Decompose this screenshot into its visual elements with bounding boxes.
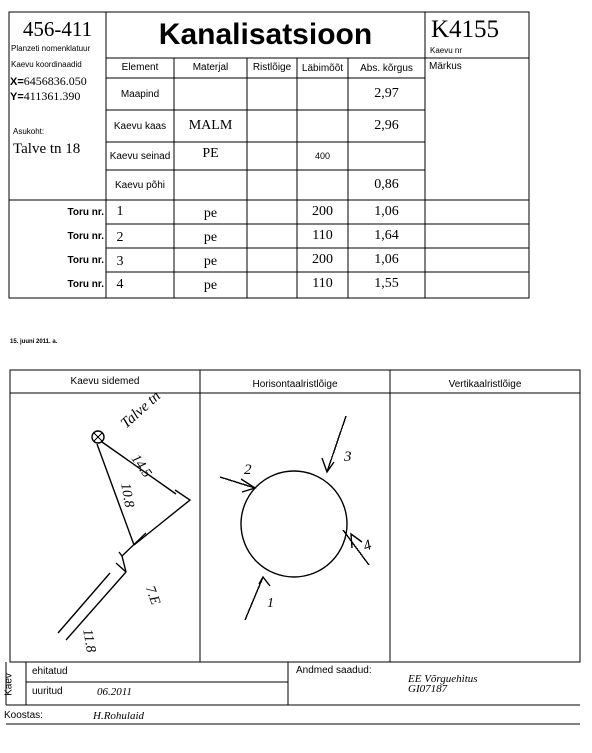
pipe-arrow-label: 4 (361, 537, 374, 555)
sketch-dimension: 7.E (141, 584, 163, 608)
col-header-height: Abs. kõrgus (360, 62, 413, 74)
pipe-diameter: 110 (312, 228, 333, 243)
sketch-dimension: 10.8 (117, 482, 137, 509)
row-material: MALM (188, 118, 233, 133)
row-height: 2,96 (374, 118, 399, 133)
well-no-label: Kaevu nr (430, 46, 463, 55)
author-label: Koostas: (4, 710, 43, 721)
sketch-dimension: 14.5 (127, 452, 155, 481)
row-element: Kaevu kaas (113, 120, 167, 132)
pipe-no: 3 (116, 254, 124, 269)
row-material: PE (202, 146, 219, 161)
location-label: Asukoht: (13, 127, 45, 136)
row-diameter: 400 (314, 151, 331, 161)
pipe-height: 1,64 (374, 228, 399, 243)
row-height: 2,97 (374, 86, 399, 101)
surveyed-label: uuritud (32, 686, 63, 697)
pipe-no: 4 (116, 277, 124, 292)
location-value: Talve tn 18 (13, 141, 81, 157)
built-label: ehitatud (32, 666, 68, 677)
col-title-horizontal: Horisontaalristlõige (252, 378, 338, 390)
pipe-no: 1 (116, 204, 124, 219)
pipe-label: Toru nr. (67, 230, 104, 242)
x-coord: X=6456836.050 (10, 74, 87, 88)
row-element: Kaevu põhi (114, 179, 166, 191)
pipe-height: 1,55 (374, 276, 399, 291)
pipe-label: Toru nr. (67, 278, 104, 290)
pipe-material: pe (203, 254, 218, 269)
page-title: Kanalisatsioon (158, 18, 373, 51)
surveyed-value: 06.2011 (97, 686, 132, 698)
data-source-code: GI07187 (408, 683, 448, 695)
col-title-vertical: Vertikaalristlõige (448, 378, 522, 390)
horizontal-section-sketch (220, 416, 369, 620)
data-source-label: Andmed saadud: (296, 665, 372, 676)
pipe-no: 2 (116, 230, 124, 245)
col-header-element: Element (121, 61, 159, 73)
pipe-arrow-label: 2 (244, 462, 252, 478)
well-no-value: K4155 (431, 16, 500, 43)
pipe-material: pe (203, 278, 218, 293)
sketch-street-label: Talve tn (118, 388, 164, 432)
connections-sketch (58, 431, 190, 640)
pipe-diameter: 110 (312, 276, 333, 291)
pipe-material: pe (203, 230, 218, 245)
author-value: H.Rohulaid (93, 710, 145, 722)
col-title-connections: Kaevu sidemed (70, 375, 140, 387)
pipe-arrow-label: 3 (344, 449, 352, 465)
row-element: Maapind (120, 88, 160, 100)
pipe-label: Toru nr. (67, 254, 104, 266)
date-note: 15. juuni 2011. a. (10, 339, 58, 345)
y-coord: Y=411361.390 (10, 89, 81, 103)
pipe-arrow-label: 1 (267, 596, 274, 611)
nomenclature-label: Planzeti nomenklatuur (11, 44, 91, 53)
row-element: Kaevu seinad (109, 150, 171, 162)
col-header-cross: Ristlõige (252, 61, 292, 73)
pipe-height: 1,06 (374, 204, 399, 219)
data-source-value: EE Võrguehitus (408, 673, 478, 685)
pipe-label: Toru nr. (67, 206, 104, 218)
pipe-material: pe (203, 206, 218, 221)
pipe-diameter: 200 (312, 252, 333, 267)
col-header-notes: Märkus (429, 61, 462, 72)
pipe-diameter: 200 (312, 204, 333, 219)
col-header-material: Materjal (192, 61, 229, 73)
side-label: Kaev (3, 673, 15, 696)
col-header-diameter: Läbimõõt (301, 62, 344, 74)
nomenclature-value: 456-411 (22, 16, 93, 41)
pipe-height: 1,06 (374, 252, 399, 267)
sketch-dimension: 11.8 (79, 628, 99, 654)
row-height: 0,86 (374, 177, 399, 192)
coords-label: Kaevu koordinaadid (11, 60, 82, 69)
